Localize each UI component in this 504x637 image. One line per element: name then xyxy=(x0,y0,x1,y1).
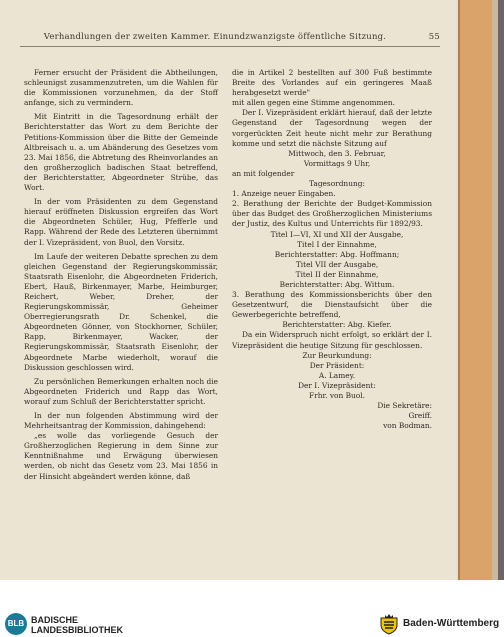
agenda-subitem: Titel I der Einnahme, xyxy=(297,239,377,249)
paragraph: Da ein Widerspruch nicht erfolgt, so erklärt der I. Vizepräsident die heutige Sitzung für geschlossen. xyxy=(232,330,432,350)
right-column xyxy=(232,68,432,431)
signature-line: Zur Beurkundung: xyxy=(302,350,372,360)
signature-line: Der I. Vizepräsident: xyxy=(298,380,376,390)
paragraph: Ferner ersucht der Präsident die Abtheilungen, schleunigst zusammenzutreten, um die Wahlen für die Kommissionen vorzunehmen, da der Stoff anfange, sich zu vermindern. xyxy=(24,68,218,108)
paragraph: In der vom Präsidenten zu dem Gegenstand hierauf eröffneten Diskussion ergreifen das Wort die Abgeordneten Schüler, Hug, Pfefferle und Rapp. Während der Rede des Letzteren übernimmt der I. Vizepräsident, von Buol, den Vorsitz. xyxy=(24,197,218,247)
paragraph: In der nun folgenden Abstimmung wird der Mehrheitsantrag der Kommission, dahingehend: xyxy=(24,411,218,431)
rapporteur: Berichterstatter: Abg. Wittum. xyxy=(279,279,395,289)
agenda-item: 3. Berathung des Kommissionsberichts über den Gesetzentwurf, die Dienstaufsicht über die Gewerbegerichte betreffend, xyxy=(232,290,432,320)
library-name-line1: BADISCHE xyxy=(31,615,79,625)
paragraph: an mit folgender xyxy=(232,168,295,178)
running-head-title: Verhandlungen der zweiten Kammer. Einundzwanzigste öffentliche Sitzung. xyxy=(43,32,387,42)
next-session-date: Mittwoch, den 3. Februar, xyxy=(288,148,386,158)
left-column xyxy=(24,68,218,482)
library-name-line2: LANDESBIBLIOTHEK xyxy=(31,625,123,635)
paragraph: Im Laufe der weiteren Debatte sprechen zu dem gleichen Gegenstand der Regierungskommissär, Staatsrath Eisenlohr, die Abgeordneten Friderich, Ebert, Hauß, Birkenmayer, Marbe, Heimburger, Reichert, Weber, Dreher, der Regierungskommissär, Geheimer Oberregierungsrath Dr. Schenkel, die Abgeordneten Gönner, von Stockhorner, Schüler, Rapp, Birkenmayer, Wacker, der Regierungskommissär, Staatsrath Eisenlohr, der Abgeordnete Marbe wiederholt, worauf die Diskussion geschlossen wird. xyxy=(24,251,218,372)
agenda-subitem: Titel II der Einnahme, xyxy=(295,269,379,279)
library-name[interactable] xyxy=(31,615,123,635)
agenda-item: 2. Berathung der Berichte der Budget-Kommission über das Budget des Großherzoglichen Ministeriums der Justiz, des Kultus und Unterrichts für 1892/93. xyxy=(232,199,432,229)
agenda-item: 1. Anzeige neuer Eingaben. xyxy=(232,189,336,199)
signature-name: von Bodman. xyxy=(383,421,432,431)
rapporteur: Berichterstatter: Abg. Kiefer. xyxy=(282,320,392,330)
signature-name: A. Lamey. xyxy=(318,370,356,380)
paragraph: Zu persönlichen Bemerkungen erhalten noch die Abgeordneten Friderich und Rapp das Wort, worauf zum Schluß der Berichterstatter spricht. xyxy=(24,376,218,406)
agenda-subitem: Titel VII der Ausgabe, xyxy=(295,259,379,269)
baden-wuerttemberg-crest-icon[interactable] xyxy=(378,613,400,635)
signature-name: Frhr. von Buol. xyxy=(309,391,365,400)
paragraph: die in Artikel 2 bestellten auf 300 Fuß bestimmte Breite des Vorlandes auf ein geringeres Maaß herabgesetzt werde" xyxy=(232,68,432,98)
state-name[interactable]: Baden-Württemberg xyxy=(403,618,500,629)
signature-line: Der Präsident: xyxy=(309,360,365,370)
signature-line: Die Sekretäre: xyxy=(377,401,432,411)
book-edge xyxy=(464,0,504,580)
agenda-title: Tagesordnung: xyxy=(309,179,365,189)
page-number: 55 xyxy=(428,32,440,42)
agenda-subitem: Titel I—VI, XI und XII der Ausgabe, xyxy=(270,229,404,239)
paragraph: mit allen gegen eine Stimme angenommen. xyxy=(232,98,395,108)
quoted-motion: „es wolle das vorliegende Gesuch der Großherzoglichen Regierung in dem Sinne zur Kenntnißnahme und Erwägung überwiesen werden, ob nicht das Gesetz vom 23. Mai 1856 in der Hinsicht abgeändert werden könne, daß xyxy=(24,431,218,481)
running-head xyxy=(20,32,440,47)
color-calibration-tab xyxy=(458,0,494,580)
rapporteur: Berichterstatter: Abg. Hoffmann; xyxy=(274,249,400,259)
signature-name: Greiff. xyxy=(408,411,432,421)
footer-bar xyxy=(0,580,504,637)
paragraph: Mit Eintritt in die Tagesordnung erhält der Berichterstatter das Wort zu dem Berichte der Petitions-Kommission über die Bitte der Gemeinde Altbreisach u. a. um Abänderung des Gesetzes vom 23. Mai 1856, die Abtretung des Rheinvorlandes an den großherzoglich badischen Staat betreffend, der Berichterstatter, Abgeordneter Strübe, das Wort. xyxy=(24,112,218,193)
next-session-time: Vormittags 9 Uhr, xyxy=(303,158,371,168)
blb-logo-icon[interactable]: BLB xyxy=(5,613,27,635)
paragraph: Der I. Vizepräsident erklärt hierauf, daß der letzte Gegenstand der Tagesordnung wegen der vorgerückten Zeit heute nicht mehr zur Berathung komme und setzt die nächste Sitzung auf xyxy=(232,108,432,148)
